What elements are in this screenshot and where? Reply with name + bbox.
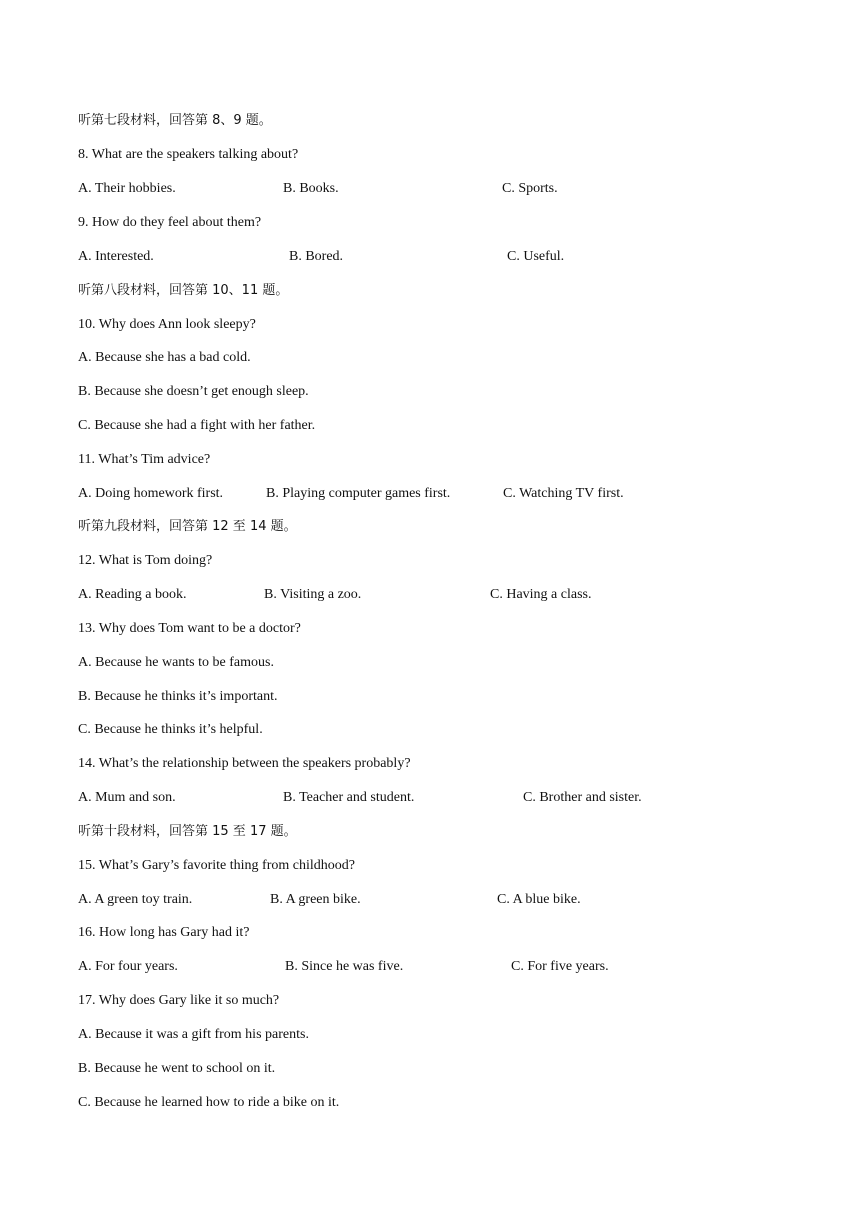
question-14-option-b: B. Teacher and student. [283,790,415,805]
section-heading-8: 听第八段材料，回答第 10、11 题。 [78,283,289,298]
question-10-stem: 10. Why does Ann look sleepy? [78,317,256,332]
question-9-option-c: C. Useful. [507,249,565,264]
question-15-option-b: B. A green bike. [270,892,361,907]
question-15-option-a: A. A green toy train. [78,892,193,907]
question-12-stem: 12. What is Tom doing? [78,553,213,568]
question-8-option-b: B. Books. [283,181,339,196]
question-14-option-c: C. Brother and sister. [523,790,642,805]
question-16-option-b: B. Since he was five. [285,959,404,974]
question-15-option-c: C. A blue bike. [497,892,581,907]
question-14-stem: 14. What’s the relationship between the speakers probably? [78,756,411,771]
question-8-stem: 8. What are the speakers talking about? [78,147,299,162]
question-17-option-b: B. Because he went to school on it. [78,1061,276,1076]
question-16-option-c: C. For five years. [511,959,609,974]
question-15-stem: 15. What’s Gary’s favorite thing from childhood? [78,858,355,873]
question-8-option-c: C. Sports. [502,181,558,196]
question-16-stem: 16. How long has Gary had it? [78,925,250,940]
section-heading-9: 听第九段材料，回答第 12 至 14 题。 [78,519,297,534]
question-17-option-c: C. Because he learned how to ride a bike on it. [78,1095,340,1110]
question-10-option-a: A. Because she has a bad cold. [78,350,251,365]
question-11-option-c: C. Watching TV first. [503,486,624,501]
question-13-stem: 13. Why does Tom want to be a doctor? [78,621,301,636]
question-17-option-a: A. Because it was a gift from his parents. [78,1027,309,1042]
question-10-option-b: B. Because she doesn’t get enough sleep. [78,384,309,399]
question-14-option-a: A. Mum and son. [78,790,176,805]
question-9-option-a: A. Interested. [78,249,154,264]
question-12-option-a: A. Reading a book. [78,587,187,602]
question-10-option-c: C. Because she had a fight with her father. [78,418,316,433]
question-9-stem: 9. How do they feel about them? [78,215,262,230]
question-13-option-c: C. Because he thinks it’s helpful. [78,722,263,737]
question-11-stem: 11. What’s Tim advice? [78,452,211,467]
question-12-option-c: C. Having a class. [490,587,592,602]
question-8-option-a: A. Their hobbies. [78,181,176,196]
question-17-stem: 17. Why does Gary like it so much? [78,993,280,1008]
question-11-option-b: B. Playing computer games first. [266,486,451,501]
section-heading-7: 听第七段材料，回答第 8、9 题。 [78,113,272,128]
question-13-option-a: A. Because he wants to be famous. [78,655,274,670]
question-9-option-b: B. Bored. [289,249,344,264]
question-12-option-b: B. Visiting a zoo. [264,587,362,602]
section-heading-10: 听第十段材料，回答第 15 至 17 题。 [78,824,297,839]
question-11-option-a: A. Doing homework first. [78,486,224,501]
question-16-option-a: A. For four years. [78,959,178,974]
question-13-option-b: B. Because he thinks it’s important. [78,689,278,704]
